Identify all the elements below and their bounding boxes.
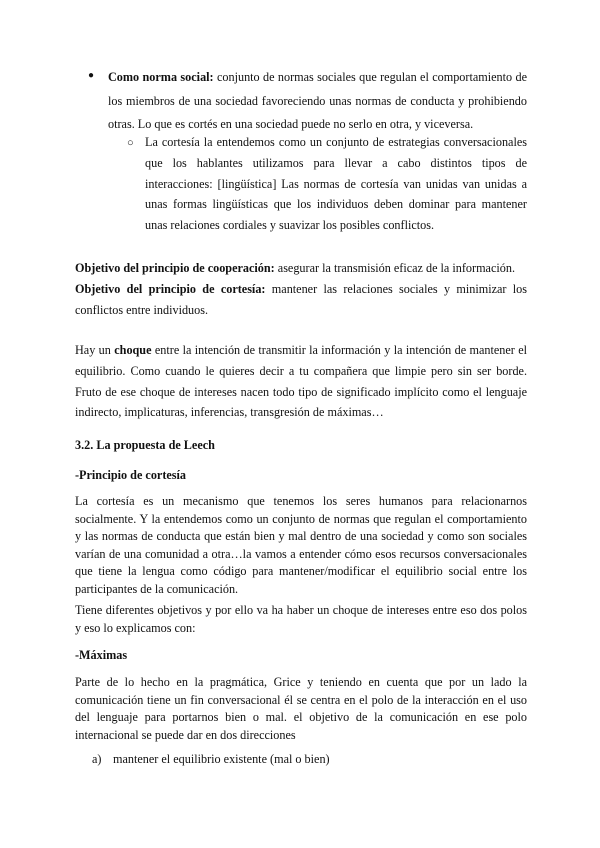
heading-leech: 3.2. La propuesta de Leech (75, 438, 215, 452)
bullet-norma-social (108, 66, 527, 137)
paragraph-grice: Parte de lo hecho en la pragmática, Grice y teniendo en cuenta que por un lado la comunicación tiene un fin conversacional él se centra en el polo de la interacción en el uso del lenguaje para portarnos bien o mal. el objetivo de la comunicación en ese polo internacional se puede dar en dos direcciones (75, 675, 527, 742)
subbullet-cortesia: La cortesía la entendemos como un conjunto de estrategias conversacionales que los hablantes utilizamos para llevar a cabo distintos tipos de interacciones: [lingüística] Las normas de cortesía van unidas van unidas a unas formas lingüísticas que los individuos deben dominar para mantener unas relaciones cordiales y suavizar los posibles conflictos. (145, 135, 527, 233)
heading-principio-cortesia: -Principio de cortesía (75, 468, 187, 482)
bullet-marker: ● (88, 70, 95, 81)
heading-maximas: -Máximas (75, 648, 128, 662)
choque-pre: Hay un (75, 343, 115, 357)
list-item-a: mantener el equilibrio existente (mal o bien) (113, 752, 330, 766)
objetivo-cooperacion-text: asegurar la transmisión eficaz de la información. (274, 261, 515, 275)
objetivo-cooperacion-label: Objetivo del principio de cooperación: (75, 261, 275, 275)
paragraph-objetivos: Tiene diferentes objetivos y por ello va ha haber un choque de intereses entre eso dos polos y eso lo explicamos con: (75, 603, 527, 635)
paragraph-cortesia: La cortesía es un mecanismo que tenemos los seres humanos para relacionarnos socialmente. Y la entendemos como un conjunto de normas que regulan el comportamiento y las normas de conducta que están bien y mal dentro de una sociedad y como son sociales varían de una comunidad a otra…la vamos a entender cómo esos recursos conversacionales que tiene la lengua como código para mantener/modificar el equilibrio social entre los participantes de la comunicación. (75, 494, 527, 596)
paragraph-choque (75, 340, 527, 423)
objetivo-cortesia (75, 279, 527, 321)
objetivo-cortesia-label: Objetivo del principio de cortesía: (75, 282, 266, 296)
choque-post: entre la intención de transmitir la información y la intención de mantener el equilibrio. Como cuando le quieres decir a tu compañera que limpie pero sin ser borde. Fruto de ese choque de intereses nacen todo tipo de significado implícito como el lenguaje indirecto, implicaturas, inferencias, transgresión de máximas… (75, 343, 527, 420)
bullet-text: conjunto de normas sociales que regulan el comportamiento de los miembros de una sociedad favoreciendo unas normas de conducta y prohibiendo otras. Lo que es cortés en una sociedad puede no serlo en otra, y viceversa. (108, 70, 527, 131)
subbullet-marker: ○ (127, 137, 134, 149)
objetivo-cooperacion (75, 258, 527, 279)
bullet-label: Como norma social: (108, 70, 214, 84)
objetivo-cortesia-text: mantener las relaciones sociales y minimizar los conflictos entre individuos. (75, 282, 528, 317)
choque-bold: choque (114, 343, 152, 357)
list-marker-a: a) (92, 752, 102, 766)
